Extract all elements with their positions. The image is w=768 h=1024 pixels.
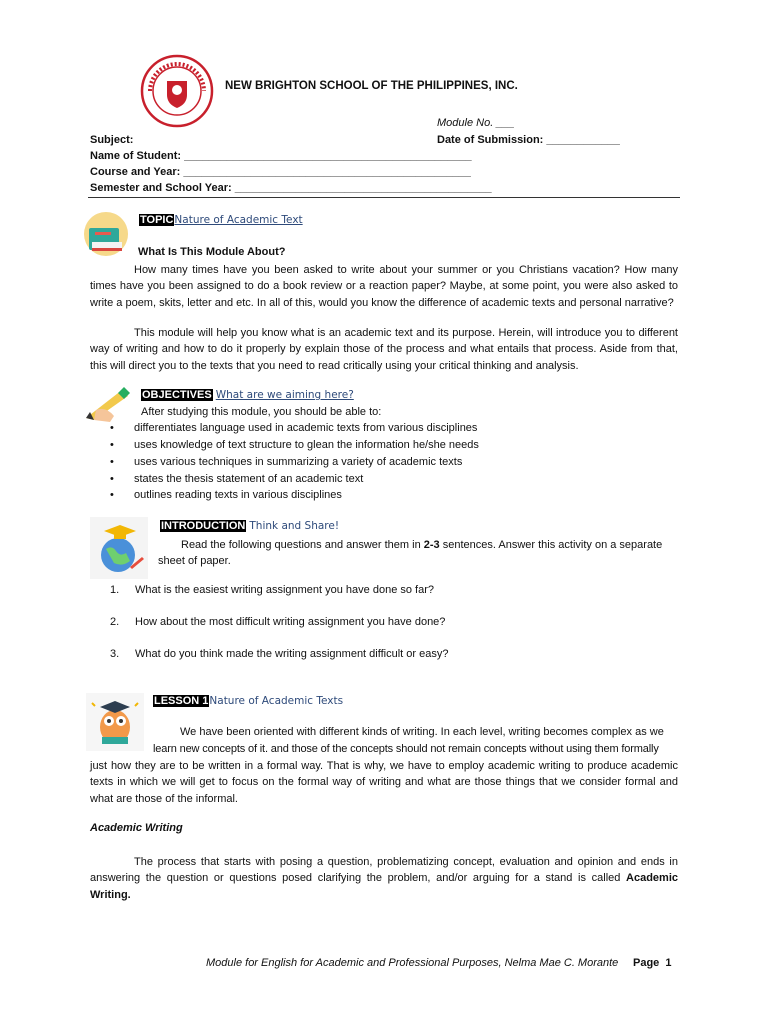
subject-label: Subject:	[90, 134, 134, 146]
objective-item: • uses knowledge of text structure to glean the information he/she needs	[110, 439, 479, 451]
objectives-title: What are we aiming here?	[215, 389, 354, 401]
footer-text: Module for English for Academic and Professional Purposes, Nelma Mae C. Morante	[206, 957, 619, 969]
topic-title: Nature of Academic Text	[174, 214, 303, 226]
objective-item: • differentiates language used in academic texts from various disciplines	[110, 422, 478, 434]
topic-label: TOPIC	[140, 214, 174, 226]
lesson-paragraph-line2: learn new concepts of it. and those of the concepts should not remain concepts without using them formally	[153, 743, 659, 755]
topic-paragraph-2: This module will help you know what is an academic text and its purpose. Herein, will introduce you to different way of writing and how to do it properly by explain those of the process and what entails that process. Aside from that, this will direct you to the texts that you need to read critically using your critical thinking and analysis.	[90, 327, 678, 372]
topic-paragraph-1: How many times have you been asked to write about your summer or you Christians vacation? How many times have you been assigned to do a book review or a reaction paper? Maybe, at some point, you were also asked to write a poem, skits, letter and etc. In all of this, would you know the difference of academic texts and personal narrative?	[90, 264, 678, 309]
academic-writing-heading: Academic Writing	[90, 822, 183, 834]
objectives-heading	[141, 389, 354, 401]
objective-item: • states the thesis statement of an academic text	[110, 473, 364, 485]
introduction-title: Think and Share!	[249, 520, 340, 532]
introduction-heading	[160, 520, 339, 532]
module-number: Module No. ___	[437, 117, 515, 129]
lesson-heading	[153, 695, 343, 707]
question-item: 2. How about the most difficult writing assignment you have done?	[110, 616, 446, 628]
page-number: Page 1	[633, 957, 672, 969]
module-about-heading: What Is This Module About?	[138, 246, 286, 258]
date-of-submission-label: Date of Submission: ____________	[437, 134, 620, 146]
lesson-title: Nature of Academic Texts	[209, 695, 344, 707]
school-name: NEW BRIGHTON SCHOOL OF THE PHILIPPINES, INC.	[225, 80, 518, 92]
lesson-paragraph-rest: just how they are to be written in a formal way. That is why, we have to employ academic writing to produce academic texts in which we will get to focus on the formal way of writing and what are those things that we consider formal and what are those of the informal.	[90, 760, 678, 805]
school-seal-logo	[140, 54, 214, 128]
globe-graduation-icon	[90, 517, 148, 579]
academic-writing-paragraph: The process that starts with posing a question, problematizing concept, evaluation and opinion and ends in answering the question or questions posed clarifying the problem, and/or arguing for a stand is called Academic Writing.	[90, 856, 678, 901]
objectives-intro: After studying this module, you should be able to:	[141, 406, 382, 418]
objective-item: • uses various techniques in summarizing a variety of academic texts	[110, 456, 463, 468]
pencil-writing-icon	[82, 380, 134, 422]
owl-graduate-icon	[86, 693, 144, 751]
objectives-label: OBJECTIVES	[142, 389, 212, 401]
semester-year-label: Semester and School Year: __________________________________________	[90, 182, 492, 194]
question-item: 1. What is the easiest writing assignment you have done so far?	[110, 584, 434, 596]
student-name-label: Name of Student: _______________________________________________	[90, 150, 472, 162]
introduction-instructions: Read the following questions and answer them in 2-3 sentences. Answer this activity on a separate sheet of paper.	[158, 539, 663, 568]
introduction-label: INTRODUCTION	[161, 520, 246, 532]
question-item: 3. What do you think made the writing assignment difficult or easy?	[110, 648, 449, 660]
course-year-label: Course and Year: _______________________________________________	[90, 166, 471, 178]
lesson-label: LESSON 1	[154, 695, 209, 707]
book-icon	[80, 212, 132, 258]
header-divider	[88, 197, 680, 198]
lesson-paragraph-line1: We have been oriented with different kinds of writing. In each level, writing becomes complex as we	[180, 726, 664, 738]
objective-item: • outlines reading texts in various disciplines	[110, 489, 342, 501]
topic-heading	[139, 214, 303, 226]
